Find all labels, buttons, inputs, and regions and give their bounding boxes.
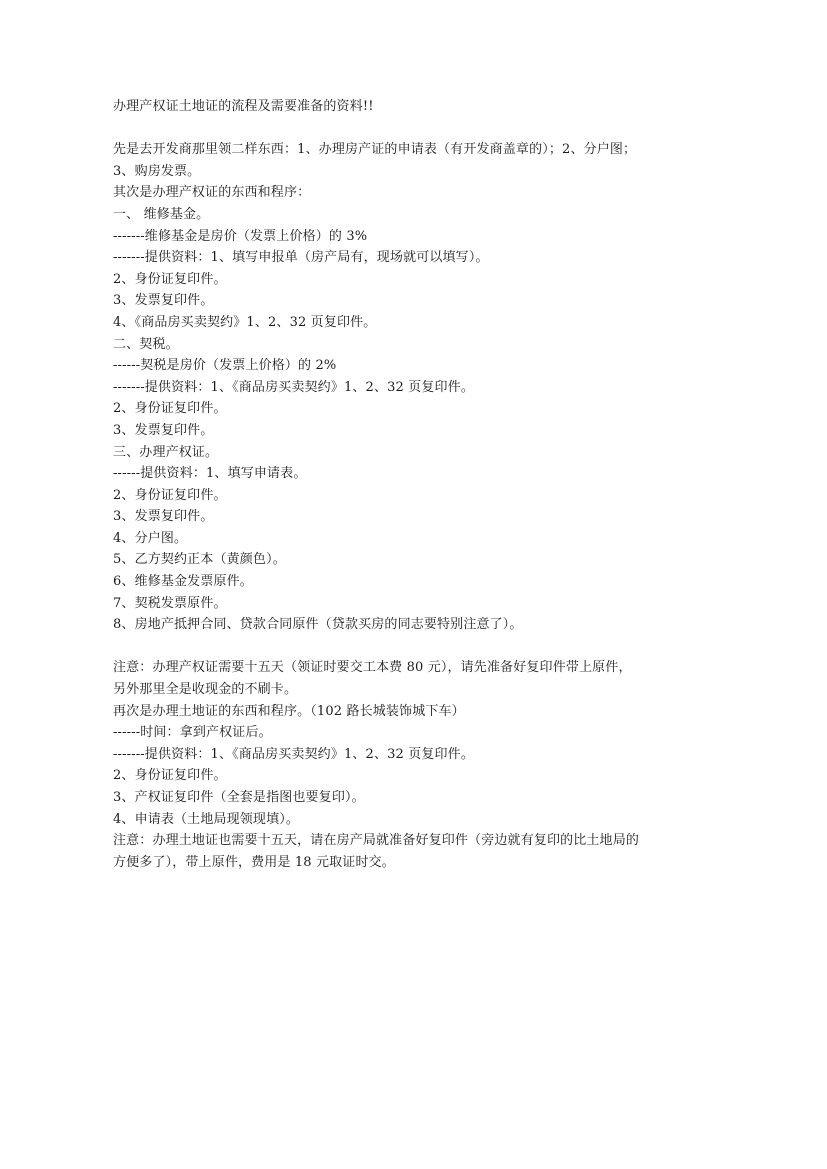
section1-line: 2、身份证复印件。: [113, 271, 227, 287]
note-line: 方便多了），带上原件，费用是 18 元取证时交。: [113, 854, 395, 870]
section2-heading: 二、契税。: [113, 336, 179, 352]
section3-line: ------提供资料：1、填写申请表。: [113, 466, 307, 482]
intro-line: 3、购房发票。: [113, 163, 201, 179]
section1-heading: 一、 维修基金。: [113, 206, 210, 222]
section2-line: ------契税是房价（发票上价格）的 2%: [113, 358, 337, 374]
section3-line: 2、身份证复印件。: [113, 487, 227, 503]
section1-line: 3、发票复印件。: [113, 293, 214, 309]
section2-line: 3、发票复印件。: [113, 422, 214, 438]
document-title: 办理产权证土地证的流程及需要准备的资料!!: [113, 99, 374, 114]
section3-line: 3、发票复印件。: [113, 509, 214, 525]
land-line: 4、申请表（土地局现领现填）。: [113, 811, 300, 827]
section3-line: 7、契税发票原件。: [113, 595, 227, 611]
blank-line: [113, 118, 717, 140]
land-line: -------提供资料：1、《商品房买卖契约》1、2、32 页复印件。: [113, 746, 474, 762]
intro-line: 先是去开发商那里领二样东西：1、办理房产证的申请表（有开发商盖章的）；2、分户图；: [113, 142, 637, 158]
section3-heading: 三、办理产权证。: [113, 444, 219, 460]
land-line: 3、产权证复印件（全套是指图也要复印）。: [113, 790, 365, 805]
section2-line: 2、身份证复印件。: [113, 401, 227, 417]
section3-line: 5、乙方契约正本（黄颜色）。: [113, 552, 286, 568]
document-body: [113, 96, 717, 873]
note-line: 注意：办理土地证也需要十五天，请在房产局就准备好复印件（旁边就有复印的比土地局的: [113, 833, 640, 849]
note-line: 注意：办理产权证需要十五天（领证时要交工本费 80 元），请先准备好复印件带上原件，: [113, 660, 632, 676]
section3-line: 4、分户图。: [113, 530, 188, 546]
section1-line: -------提供资料：1、填写申报单（房产局有，现场就可以填写）。: [113, 250, 489, 266]
note-line: 另外那里全是收现金的不刷卡。: [113, 682, 298, 698]
section1-line: 4、《商品房买卖契约》1、2、32 页复印件。: [113, 314, 377, 330]
blank-line: [113, 636, 717, 658]
section2-line: -------提供资料：1、《商品房买卖契约》1、2、32 页复印件。: [113, 379, 474, 395]
section3-line: 6、维修基金发票原件。: [113, 574, 253, 590]
land-heading: 再次是办理土地证的东西和程序。（102 路长城装饰城下车）: [113, 703, 465, 719]
land-line: 2、身份证复印件。: [113, 768, 227, 784]
land-line: ------时间：拿到产权证后。: [113, 725, 272, 741]
section1-line: -------维修基金是房价（发票上价格）的 3%: [113, 228, 368, 244]
section-intro: 其次是办理产权证的东西和程序：: [113, 185, 311, 201]
section3-line: 8、房地产抵押合同、贷款合同原件（贷款买房的同志要特别注意了）。: [113, 617, 523, 633]
